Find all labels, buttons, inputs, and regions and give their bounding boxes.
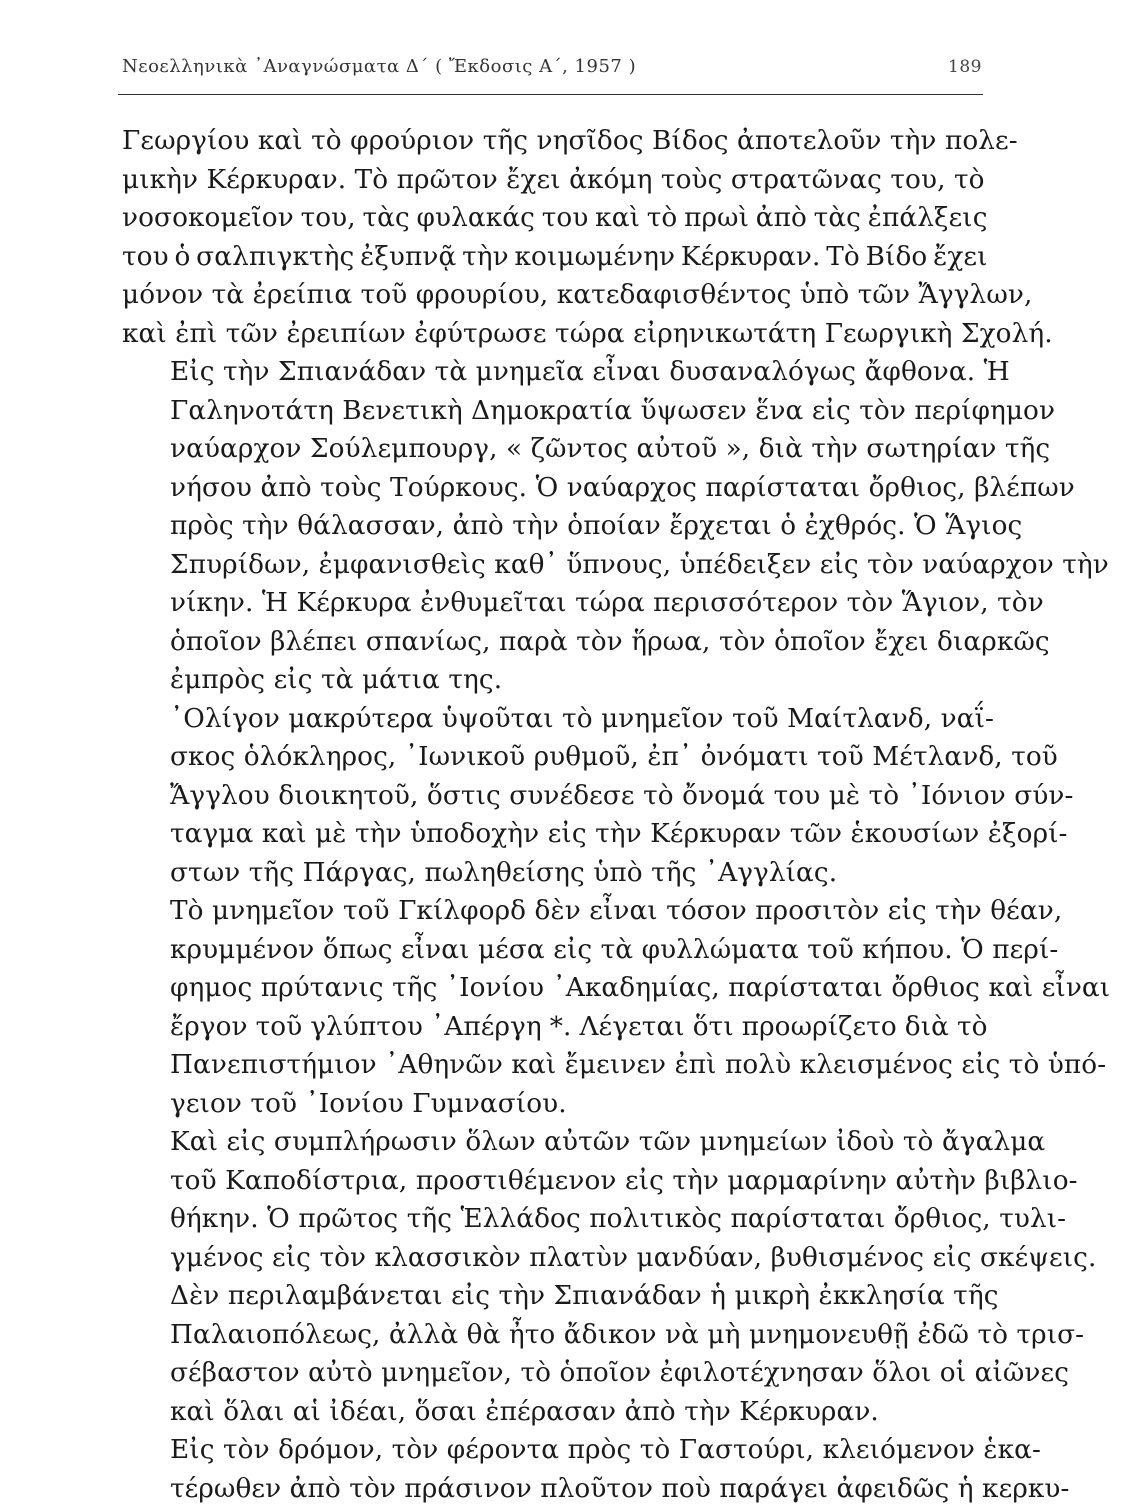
text-line: Δὲν περιλαμβάνεται εἰς τὴν Σπιανάδαν ἡ μικρὴ ἐκκλησία τῆς xyxy=(122,1277,988,1316)
body-text xyxy=(122,122,988,1508)
text-line: ἐμπρὸς εἰς τὰ μάτια της. xyxy=(122,661,988,700)
text-line: ταγμα καὶ μὲ τὴν ὑποδοχὴν εἰς τὴν Κέρκυραν τῶν ἑκουσίων ἐξορί- xyxy=(122,815,988,854)
text-line: νίκην. Ἡ Κέρκυρα ἐνθυμεῖται τώρα περισσότερον τὸν Ἅγιον, τὸν xyxy=(122,584,988,623)
running-head xyxy=(122,56,982,77)
text-line: Εἰς τὴν Σπιανάδαν τὰ μνημεῖα εἶναι δυσαναλόγως ἄφθονα. Ἡ xyxy=(122,353,988,392)
text-line: μικὴν Κέρκυραν. Τὸ πρῶτον ἔχει ἀκόμη τοὺς στρατῶνας του, τὸ xyxy=(122,161,988,200)
text-line: ἔργον τοῦ γλύπτου ᾿Απέργη *. Λέγεται ὅτι προωρίζετο διὰ τὸ xyxy=(122,1008,988,1047)
text-line: καὶ ὅλαι αἱ ἰδέαι, ὅσαι ἐπέρασαν ἀπὸ τὴν Κέρκυραν. xyxy=(122,1393,988,1432)
text-line: καὶ ἐπὶ τῶν ἐρειπίων ἐφύτρωσε τώρα εἰρηνικωτάτη Γεωργικὴ Σχολή. xyxy=(122,315,988,354)
text-line: στων τῆς Πάργας, πωληθείσης ὑπὸ τῆς ᾿Αγγλίας. xyxy=(122,854,988,893)
text-line: γμένος εἰς τὸν κλασσικὸν πλατὺν μανδύαν, βυθισμένος εἰς σκέψεις. xyxy=(122,1239,988,1278)
header-rule xyxy=(118,94,983,95)
text-line: Καὶ εἰς συμπλήρωσιν ὅλων αὐτῶν τῶν μνημείων ἰδοὺ τὸ ἄγαλμα xyxy=(122,1123,988,1162)
text-line: Πανεπιστήμιον ᾿Αθηνῶν καὶ ἔμεινεν ἐπὶ πολὺ κλεισμένος εἰς τὸ ὑπό- xyxy=(122,1046,988,1085)
text-line: ναύαρχον Σούλεμπουργ, « ζῶντος αὐτοῦ », διὰ τὴν σωτηρίαν τῆς xyxy=(122,430,988,469)
text-line: θήκην. Ὁ πρῶτος τῆς Ἑλλάδος πολιτικὸς παρίσταται ὄρθιος, τυλι- xyxy=(122,1200,988,1239)
paragraph xyxy=(122,1431,988,1508)
text-line: Παλαιοπόλεως, ἀλλὰ θὰ ἦτο ἄδικον νὰ μὴ μνημονευθῇ ἐδῶ τὸ τρισ- xyxy=(122,1316,988,1355)
text-line: Ἄγγλου διοικητοῦ, ὅστις συνέδεσε τὸ ὄνομά του μὲ τὸ ᾿Ιόνιον σύν- xyxy=(122,777,988,816)
running-head-title: Νεοελληνικὰ ᾿Αναγνώσματα Δ΄ ( Ἔκδοσις Α΄, 1957 ) xyxy=(122,56,636,77)
paragraph xyxy=(122,1123,988,1277)
text-line: Γεωργίου καὶ τὸ φρούριον τῆς νησῖδος Βίδος ἀποτελοῦν τὴν πολε- xyxy=(122,122,988,161)
text-line: Τὸ μνημεῖον τοῦ Γκίλφορδ δὲν εἶναι τόσον προσιτὸν εἰς τὴν θέαν, xyxy=(122,892,988,931)
paragraph xyxy=(122,892,988,1123)
paragraph xyxy=(122,700,988,893)
text-line: ᾿Ολίγον μακρύτερα ὑψοῦται τὸ μνημεῖον τοῦ Μαίτλανδ, ναΐ- xyxy=(122,700,988,739)
paragraph xyxy=(122,122,988,353)
text-line: Σπυρίδων, ἐμφανισθεὶς καθ᾿ ὕπνους, ὑπέδειξεν εἰς τὸν ναύαρχον τὴν xyxy=(122,546,988,585)
text-line: ὁποῖον βλέπει σπανίως, παρὰ τὸν ἥρωα, τὸν ὁποῖον ἔχει διαρκῶς xyxy=(122,623,988,662)
paragraph xyxy=(122,353,988,700)
text-line: Εἰς τὸν δρόμον, τὸν φέροντα πρὸς τὸ Γαστούρι, κλειόμενον ἑκα- xyxy=(122,1431,988,1470)
text-line: φημος πρύτανις τῆς ᾿Ιονίου ᾿Ακαδημίας, παρίσταται ὄρθιος καὶ εἶναι xyxy=(122,969,988,1008)
paragraph xyxy=(122,1277,988,1431)
page-number: 189 xyxy=(948,57,982,77)
text-line: του ὁ σαλπιγκτὴς ἐξυπνᾷ τὴν κοιμωμένην Κέρκυραν. Τὸ Βίδο ἔχει xyxy=(122,238,988,277)
text-line: γειον τοῦ ᾿Ιονίου Γυμνασίου. xyxy=(122,1085,988,1124)
text-line: Γαληνοτάτη Βενετικὴ Δημοκρατία ὕψωσεν ἕνα εἰς τὸν περίφημον xyxy=(122,392,988,431)
text-line: τοῦ Καποδίστρια, προστιθέμενον εἰς τὴν μαρμαρίνην αὐτὴν βιβλιο- xyxy=(122,1162,988,1201)
text-line: τέρωθεν ἀπὸ τὸν πράσινον πλοῦτον ποὺ παράγει ἀφειδῶς ἡ κερκυ- xyxy=(122,1470,988,1508)
text-line: σκος ὁλόκληρος, ᾿Ιωνικοῦ ρυθμοῦ, ἐπ᾿ ὀνόματι τοῦ Μέτλανδ, τοῦ xyxy=(122,738,988,777)
text-line: πρὸς τὴν θάλασσαν, ἀπὸ τὴν ὁποίαν ἔρχεται ὁ ἐχθρός. Ὁ Ἅγιος xyxy=(122,507,988,546)
text-line: νήσου ἀπὸ τοὺς Τούρκους. Ὁ ναύαρχος παρίσταται ὄρθιος, βλέπων xyxy=(122,469,988,508)
text-line: μόνον τὰ ἐρείπια τοῦ φρουρίου, κατεδαφισθέντος ὑπὸ τῶν Ἄγγλων, xyxy=(122,276,988,315)
text-line: σέβαστον αὐτὸ μνημεῖον, τὸ ὁποῖον ἐφιλοτέχνησαν ὅλοι οἱ αἰῶνες xyxy=(122,1354,988,1393)
text-line: κρυμμένον ὅπως εἶναι μέσα εἰς τὰ φυλλώματα τοῦ κήπου. Ὁ περί- xyxy=(122,931,988,970)
text-line: νοσοκομεῖον του, τὰς φυλακάς του καὶ τὸ πρωὶ ἀπὸ τὰς ἐπάλξεις xyxy=(122,199,988,238)
